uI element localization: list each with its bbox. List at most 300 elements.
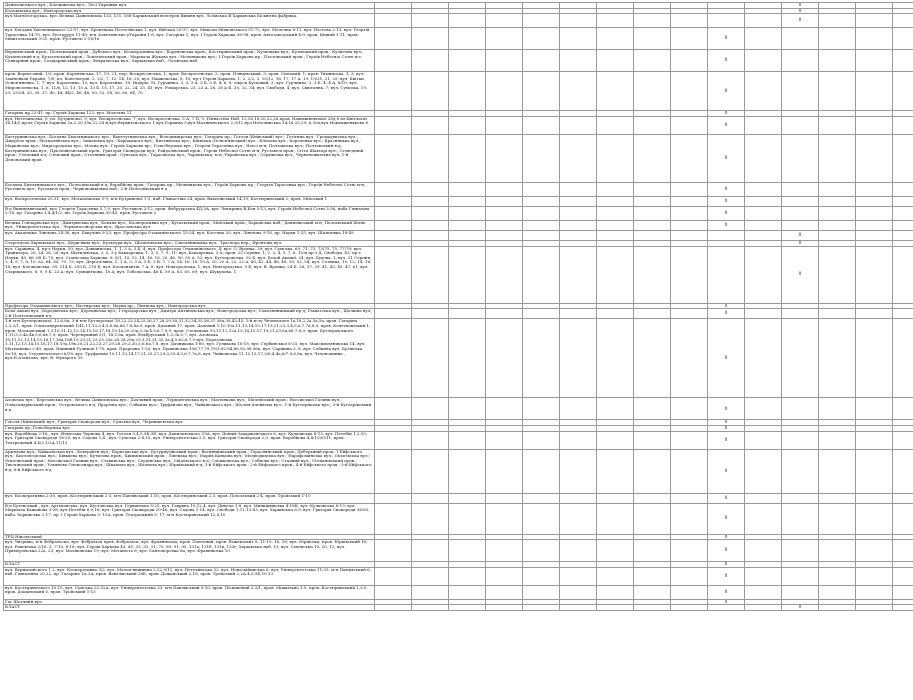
empty-cell bbox=[893, 398, 913, 420]
schedule-mark: X bbox=[708, 303, 745, 309]
empty-cell bbox=[819, 182, 856, 196]
empty-cell bbox=[523, 196, 560, 206]
table-row bbox=[4, 72, 913, 111]
schedule-mark: X bbox=[708, 50, 745, 72]
address-cell: Арктична вул.; Байкальська вул.; Бехерайтн вул.; Борисовська вул.; Бутурнузівський пров.; Васнянківський пров.; Гераснянський пров.; Деберьяній пров.; І Ейфського вул.; Кислоюздська вул.; Ківкцева вул.; Кутилова пров.; Кшимівський пров.; Ліпецька вул.; Маріїв Канцова вул.; Мєдвєдківська вул.; Нарофоминська вул.; Опізгівська вул.; Опізгівський пров.; Ноєсівської Галини вул.; Ставинська вул.; Сердінська вул.; Свідовського в-д; Слєжковська вул.; Собнова вул.; Стадний вул.; Сгепанівський пров.; Тшочівський пров.; Ульянова Олександра вул.; Шкапила вул.; Штанова вул.; Юрківський в-д; 1-й Ейфського пров.; 2-й Ейфського пров.; 4-й Ейфського пров.; 5-й Ейфського в-д; 6-й Ейфського в-д bbox=[4, 449, 375, 493]
empty-cell bbox=[412, 230, 449, 240]
empty-cell bbox=[375, 206, 412, 220]
empty-cell bbox=[745, 14, 782, 28]
empty-cell bbox=[486, 72, 523, 111]
empty-cell bbox=[671, 319, 708, 398]
table-row bbox=[4, 116, 913, 134]
empty-cell bbox=[634, 309, 671, 319]
table-row bbox=[4, 206, 913, 220]
empty-cell bbox=[745, 319, 782, 398]
empty-cell bbox=[856, 309, 893, 319]
schedule-mark: X bbox=[708, 562, 745, 568]
empty-cell bbox=[449, 503, 486, 534]
empty-cell bbox=[560, 116, 597, 134]
address-cell: вул. Вернисийского 1,2, вул. Кооперативна 3/2, вул. Малом'янжинна 2,22,9/11, вул. Нетечинська 32, вул. Новоскійинська 6, вул. Університетська 11,33, м-н Павлівський 6, наб. Гімназійна 20,22, пр. Гагаріна 1А,2А, пров. Вавелівський 28Б, пров. Дощанський 2,18, пров. Тройський 2,2А,4,3,9Б,10,13 bbox=[4, 567, 375, 585]
empty-cell bbox=[486, 503, 523, 534]
empty-cell bbox=[449, 220, 486, 230]
empty-cell bbox=[486, 493, 523, 503]
empty-cell bbox=[819, 206, 856, 220]
empty-cell bbox=[597, 196, 634, 206]
schedule-mark: X bbox=[708, 493, 745, 503]
empty-cell bbox=[856, 116, 893, 134]
address-schedule-table bbox=[3, 2, 913, 611]
address-cell: вул. Воскресенська 29,31, вул. Москалівська 5-9, м-н Бутринової 1-3, наб. Гімнастіна 24, пров. Вавелівський 14,19, Костюринський 2, пров. Мінський 1 bbox=[4, 196, 375, 206]
empty-cell bbox=[486, 398, 523, 420]
empty-cell bbox=[819, 567, 856, 585]
empty-cell bbox=[745, 230, 782, 240]
empty-cell bbox=[634, 72, 671, 111]
address-cell: 1-й м-н Бутлеровської, 12,6,8а; 3-й м-н Бутлерської 18,22,23,24,25,26,27,28,29,30,31,32,34,35,36,37,38а,39,43,45, 1-й м-зу Чеченскоги 1а,18,2,2а,3а,5а, пров. Гагаріна 2,2,2/1, пров. Олександровський 1/41,11,13,3,4,5,6,6а,66,7,8,8а,9, пров. Дальний 17, пров. Дальний 1,10,10а,11,13,14,15,17,19,21,23,3,4,5,6,7,7а,8,9, пров. Кочетковський 1, пров. Московський 1,3,10,11,12,13,14,15,16,17,18,19,1а,20,20а,3,3а,4,5,6,7,8,9, пров. Стельмаха 10,11,12,12а,13,14,15,17,19,21,23,6а,66,7,8,9, пров. Бутлеровського 1,11/3,3,4а,4в,5,6,6в,7,9, пров. Черемушний 3/1, 14,5,8а, пров. Ельбруський 1,3,3а,5,7, вул. Азовська 10,11,12,13,14,15,16,17,18а,18б,19,20,21,23,25,25а,26,28,28а,29,3,31,31,33,3а,4,5,62,6,7,9 вул. Березовська 1,11,12,13,14,15,16,17,18,19а,19в,20,21,22,23,27,29,28,29,3,30,5,6,6а,7,8, вул. Дачникова 1-60, вул. Гуликова 10-18; вул. Гербинської 8-25, вул. Максимілянівська 14, вул. Матюшенко 2-40, пров. Нішиний Гуликов 1-70, пров. Проргина 1-20, вул. Пушкінська 106,77,79,79/1,82,84,86,92,96,96а, вул. Саржина 3, 8, вул. Собкина вул. Бузівська 5а-16, вул. Студентческого 6/18, вул. Труфанова 10,11,13,14,17,21,25,27,29,3,33,4,5,6,7,7а,8, вул. Чайковська 11,12,15,17,3/8,4,4а,6/7,9,6,8а, вул. Чеченскинна , вул.Н.Алєйтова, вул. В. Мухарого 39 bbox=[4, 319, 375, 398]
empty-cell bbox=[782, 116, 819, 134]
empty-cell bbox=[893, 567, 913, 585]
empty-cell bbox=[597, 14, 634, 28]
table-row bbox=[4, 567, 913, 585]
empty-cell bbox=[375, 605, 412, 611]
empty-cell bbox=[782, 319, 819, 398]
address-cell: Староєдела Харківської вул.; Держ'явна вул.; Культури вул.; Шатилівська вул.; Соколянницька вул.; Траслера пер.; Фронтова вул. bbox=[4, 240, 375, 246]
empty-cell bbox=[708, 246, 745, 303]
empty-cell bbox=[449, 72, 486, 111]
empty-cell bbox=[560, 14, 597, 28]
schedule-mark: X bbox=[708, 206, 745, 220]
schedule-mark: X bbox=[782, 14, 819, 28]
empty-cell bbox=[819, 14, 856, 28]
empty-cell bbox=[597, 493, 634, 503]
empty-cell bbox=[634, 182, 671, 196]
empty-cell bbox=[560, 220, 597, 230]
empty-cell bbox=[782, 72, 819, 111]
empty-cell bbox=[671, 309, 708, 319]
empty-cell bbox=[893, 230, 913, 240]
empty-cell bbox=[745, 585, 782, 599]
schedule-mark: X bbox=[708, 309, 745, 319]
empty-cell bbox=[634, 449, 671, 493]
empty-cell bbox=[893, 309, 913, 319]
address-cell: Гаг Шотчинн вул. bbox=[4, 599, 375, 605]
empty-cell bbox=[486, 220, 523, 230]
empty-cell bbox=[819, 503, 856, 534]
empty-cell bbox=[560, 182, 597, 196]
empty-cell bbox=[412, 220, 449, 230]
empty-cell bbox=[597, 449, 634, 493]
empty-cell bbox=[375, 493, 412, 503]
empty-cell bbox=[486, 431, 523, 449]
empty-cell bbox=[782, 309, 819, 319]
empty-cell bbox=[375, 309, 412, 319]
schedule-mark: X bbox=[782, 8, 819, 14]
table-row bbox=[4, 28, 913, 50]
empty-cell bbox=[412, 503, 449, 534]
empty-cell bbox=[560, 246, 597, 303]
empty-cell bbox=[671, 116, 708, 134]
empty-cell bbox=[634, 585, 671, 599]
empty-cell bbox=[486, 206, 523, 220]
empty-cell bbox=[375, 116, 412, 134]
schedule-mark: X bbox=[708, 431, 745, 449]
empty-cell bbox=[486, 309, 523, 319]
empty-cell bbox=[819, 431, 856, 449]
empty-cell bbox=[782, 493, 819, 503]
empty-cell bbox=[523, 206, 560, 220]
empty-cell bbox=[893, 220, 913, 230]
empty-cell bbox=[412, 319, 449, 398]
empty-cell bbox=[449, 319, 486, 398]
empty-cell bbox=[634, 567, 671, 585]
schedule-mark: X bbox=[708, 540, 745, 562]
empty-cell bbox=[782, 206, 819, 220]
empty-cell bbox=[856, 319, 893, 398]
table-row bbox=[4, 503, 913, 534]
table-row bbox=[4, 540, 913, 562]
empty-cell bbox=[597, 116, 634, 134]
empty-cell bbox=[486, 246, 523, 303]
empty-cell bbox=[449, 230, 486, 240]
empty-cell bbox=[597, 134, 634, 182]
empty-cell bbox=[449, 14, 486, 28]
empty-cell bbox=[449, 431, 486, 449]
schedule-mark: X bbox=[782, 605, 819, 611]
empty-cell bbox=[634, 220, 671, 230]
empty-cell bbox=[375, 182, 412, 196]
empty-cell bbox=[819, 28, 856, 50]
empty-cell bbox=[634, 398, 671, 420]
empty-cell bbox=[560, 585, 597, 599]
empty-cell bbox=[893, 493, 913, 503]
empty-cell bbox=[560, 567, 597, 585]
empty-cell bbox=[375, 196, 412, 206]
schedule-mark: X bbox=[782, 230, 819, 240]
empty-cell bbox=[819, 540, 856, 562]
empty-cell bbox=[856, 14, 893, 28]
empty-cell bbox=[893, 182, 913, 196]
empty-cell bbox=[597, 206, 634, 220]
empty-cell bbox=[819, 230, 856, 240]
empty-cell bbox=[634, 431, 671, 449]
empty-cell bbox=[819, 493, 856, 503]
empty-cell bbox=[597, 585, 634, 599]
empty-cell bbox=[597, 309, 634, 319]
empty-cell bbox=[449, 134, 486, 182]
table-body bbox=[4, 3, 913, 611]
empty-cell bbox=[856, 220, 893, 230]
empty-cell bbox=[560, 230, 597, 240]
address-cell: Клочківська вул.; Новгородська вул. bbox=[4, 8, 375, 14]
empty-cell bbox=[523, 309, 560, 319]
address-cell: Велика Гончарівська вул.; Дмитрівська вул.; Ковчна вул.; Кооперативна вул.; Кутаєвський пров.; Мінський пров.; Харківська наб.; Данилівський м-н; Полтавський Шлях вул.; Університетська вул.; Червоносойсрська вул.; Ярославська вул. bbox=[4, 220, 375, 230]
empty-cell bbox=[375, 134, 412, 182]
empty-cell bbox=[560, 431, 597, 449]
empty-cell bbox=[745, 220, 782, 230]
table-row bbox=[4, 493, 913, 503]
schedule-mark: X bbox=[708, 196, 745, 206]
empty-cell bbox=[856, 50, 893, 72]
empty-cell bbox=[634, 14, 671, 28]
empty-cell bbox=[523, 605, 560, 611]
empty-cell bbox=[375, 230, 412, 240]
empty-cell bbox=[745, 196, 782, 206]
empty-cell bbox=[597, 230, 634, 240]
empty-cell bbox=[745, 567, 782, 585]
empty-cell bbox=[597, 72, 634, 111]
schedule-mark: X bbox=[782, 3, 819, 9]
empty-cell bbox=[449, 206, 486, 220]
empty-cell bbox=[523, 116, 560, 134]
schedule-mark: X bbox=[708, 449, 745, 493]
empty-cell bbox=[856, 431, 893, 449]
empty-cell bbox=[523, 220, 560, 230]
schedule-mark: X bbox=[708, 425, 745, 431]
empty-cell bbox=[782, 28, 819, 50]
empty-cell bbox=[449, 585, 486, 599]
empty-cell bbox=[893, 503, 913, 534]
empty-cell bbox=[819, 50, 856, 72]
address-cell: вул. Богдана Хмельницького 23-37, вул. Бронецька Пестелівська 1, вул. Війська 20-37, вул. Миколи Міхновського 51-72, вул. Молочна 6-11, вул. Пестова 2-13, вул. Георгія Тарасенка 14-70, вул. Рустаველі 11-49, м-н Залютинське уУкраїни 1-8, вул. Гагаріна 1, вул. І Героїв Харкова 36-98, пров. Автозаводський 4-9, пров. Кіцний 3-11, пров. Миштольський 3-31, пров. Руставелі 2-18/16 bbox=[4, 28, 375, 50]
empty-cell bbox=[782, 134, 819, 182]
empty-cell bbox=[412, 431, 449, 449]
empty-cell bbox=[412, 605, 449, 611]
empty-cell bbox=[634, 50, 671, 72]
table-row bbox=[4, 246, 913, 303]
empty-cell bbox=[819, 319, 856, 398]
empty-cell bbox=[560, 206, 597, 220]
empty-cell bbox=[486, 134, 523, 182]
schedule-mark: X bbox=[782, 246, 819, 303]
empty-cell bbox=[893, 605, 913, 611]
address-cell: В-д Бутевський , вул. Артековська, вул. Кустовська вул. Гервинська 5-25, вул. Гаврина 10,12,4, вул. Дінієча 1-8, вул. Минкіцвівська 4-18К, вул. Кулковська 8-13, вул. Маршала Бажанова 3-28, вул.Петебін 6,9,16; вул. Григорія Сковороди 20-46, вул. Садова 1-14, вул. Свободи 1,11,13-43, вул. Харківська 6,9, вул. Григорія Сковороди 38-63, наба. Харківська 2-17, пр. І Героїв Харкова 5- 15А, пров. Театральний 5- 17, м-н Костюринський 12,8,10 bbox=[4, 503, 375, 534]
empty-cell bbox=[412, 398, 449, 420]
empty-cell bbox=[856, 206, 893, 220]
empty-cell bbox=[560, 449, 597, 493]
empty-cell bbox=[671, 585, 708, 599]
empty-cell bbox=[745, 134, 782, 182]
table-row bbox=[4, 585, 913, 599]
empty-cell bbox=[486, 230, 523, 240]
empty-cell bbox=[597, 28, 634, 50]
empty-cell bbox=[745, 503, 782, 534]
empty-cell bbox=[634, 246, 671, 303]
empty-cell bbox=[782, 449, 819, 493]
empty-cell bbox=[486, 14, 523, 28]
table-row bbox=[4, 605, 913, 611]
empty-cell bbox=[523, 14, 560, 28]
empty-cell bbox=[708, 230, 745, 240]
empty-cell bbox=[671, 230, 708, 240]
empty-cell bbox=[560, 134, 597, 182]
empty-cell bbox=[597, 246, 634, 303]
empty-cell bbox=[597, 540, 634, 562]
empty-cell bbox=[486, 449, 523, 493]
empty-cell bbox=[856, 196, 893, 206]
address-cell: Гагаріна пр 23-41; пр. Героїв Харкова 122, вул. Молочна 11 bbox=[4, 111, 375, 117]
empty-cell bbox=[375, 585, 412, 599]
empty-cell bbox=[745, 540, 782, 562]
empty-cell bbox=[671, 493, 708, 503]
empty-cell bbox=[893, 14, 913, 28]
empty-cell bbox=[819, 72, 856, 111]
empty-cell bbox=[856, 28, 893, 50]
empty-cell bbox=[523, 493, 560, 503]
empty-cell bbox=[745, 449, 782, 493]
empty-cell bbox=[597, 431, 634, 449]
address-cell: Верхнєвський пров.; Полтавський пров.; Дубового вул.; Кооперативна вул.; Кореневська пров.; Костюринський пров.; Кузнецька вул.; Кузнецький пров.; Кузнечна вул.; Кутаєвський в-д; Кутасевський пров.; Лопатінський пров.; Маршала Жукова вул.; Мельникова вул.; І Героїв Харкова пр.; Пастовський пров.; Героїв Небесної Сотні м-с; Сонкарний пров.; Солідаривський пров.; Февральська вул.; Харківська наб.; Лозівська наб. bbox=[4, 50, 375, 72]
empty-cell bbox=[856, 503, 893, 534]
empty-cell bbox=[893, 449, 913, 493]
empty-cell bbox=[671, 196, 708, 206]
empty-cell bbox=[634, 319, 671, 398]
empty-cell bbox=[634, 230, 671, 240]
table-row bbox=[4, 182, 913, 196]
address-cell: пров. Вернесовий, 1/3; пров. Кореневська, 17, 19, 21; пер. Воскресенська, 1; пров. Воскресенська, 2; пров. Пляцевський, 3; пров. Сінський, 1; пров. Тиминська, 1, 3; вул. Захінейков Україні, 7/8; пл. Конституції, 2, 2/2, 7, 12, 14, 16, 20; вул. Пашкевська, 8, 10; пр-т Героїв Харкова, 1, 2, 2/2, 3, 10/12, 16, 17, 17 А, 19, 19/21, 21, 25; вул. Квітки Основ'яненко, 1, 7; вул. Короленко, 12; вул. Короленко, 18, Нідерм. Лі. Гурчинко, 3, 3, 3 А, 3 Б, 3 Е, 4, 6, 8; сікуск Бусцовий, 3; вул. Гурчинко, 3, 3 Е, 4, 4 А, 8/10; вул. Миронсоеньска, 1, 6, 11/6, 12, 13, 15 А, 13 Б, 15, 17, 20, 22, 24, 25, 41; вул. Рощарська, 23, 23 А, 26, 28 А-Б, 30, 32, 34; вул. Свободи, 4; вул. Сквітанна, 7; вул. Сумська, 19, 23, 23/34, 25, 35, 37, 40, 44, 44/2, 46, 48, 50, 52, 54, 56, 60, 64, 70. bbox=[4, 72, 375, 111]
empty-cell bbox=[412, 567, 449, 585]
empty-cell bbox=[782, 398, 819, 420]
empty-cell bbox=[893, 246, 913, 303]
empty-cell bbox=[893, 116, 913, 134]
table-row bbox=[4, 431, 913, 449]
empty-cell bbox=[449, 182, 486, 196]
empty-cell bbox=[412, 196, 449, 206]
empty-cell bbox=[745, 182, 782, 196]
empty-cell bbox=[523, 503, 560, 534]
address-cell: Богдана Хмельницького вул.; Полтолівський в-д; Воробйова пров.; Гагаріна пр.; Мельникова вул.; Героїв Харкова пр.; Георгія Тарасенка вул.; Героїв Небесної Сотні м-н; Руставелі вул.; Руставелі пров.; Червоношкільна наб.; 2-й Полтолівський в-д bbox=[4, 182, 375, 196]
empty-cell bbox=[782, 196, 819, 206]
empty-cell bbox=[819, 116, 856, 134]
empty-cell bbox=[597, 220, 634, 230]
address-cell: вул. Костюринського 10-15, вул. Сумська 22-32А, вул. Університетська 33, м-н Павлівський 5-10, пров. Піскнвений 2,3/1, пров. Міщкільна 1-5, пров. Костюринський 1,3,5, пров. Дощанський 5, пров. Тройський 1-13 bbox=[4, 585, 375, 599]
empty-cell bbox=[523, 246, 560, 303]
address-cell: вул. Воробйова 2-16,, вул. Ячмєська Чернова 4, вул. Гоголя 3,4,5,9К,9Е, вул. Даниловського 19А, вул. Донців-Захаржевського 6, вул. Кулковська 8-13, вул. Петебін 1,2,10, вул. Григорія Сковороди 18-20, вул. Садова 1,4 , вул. Сумська 2-4,10, вул. Університетська 2,5, вул. Григорія Сковороди 2,5, пров. Воробйова 4,4/1/9/0/11, пров. Театральний 4,4/3,1/2А,11/13 bbox=[4, 431, 375, 449]
address-cell: Багтурнинська вул.; Богдана Хмельницького вул.; Вапетутнинська вул.; Володимирська вул.; Гагаріна пр.; Гоголя (Київський) вул.; Гогігина вул.; Громадянська вул.; Джерело пров.; Москалинська вул.; Заїковська вул.; Каріацького вул.; Кизтинська вул.; Київська (Основ'янський) вул.; Клопова вул.; Короленка вул.; Красняцька вул.; Марківська вул.; Миргородська вул.; Мочна вул.; Героїв Харкова пр.; Гольсберзька вул.; Георгія Тарасенка вул.; Ноєсі м-н; Полтавська вул.; Полтавський в-д; Катерининська вул.; Пріоллівезиський пров.; Григорія Сковороди вул.; Райдолівський пров.; Героїв Небесної Сотні м-н; Руставелі пров.; Сітта Шахтарі вул.; Сгеведнній пров.; Степовий в-д; Степовий пров.; Стеляний пров.; Сумська вул.; Тарасівська вул.; Чаріхівська; м-н; Українська вул.; Серхівська вул.; Червоношкільна вул.;1-й Деповський пров. bbox=[4, 134, 375, 182]
schedule-mark: X bbox=[708, 585, 745, 599]
empty-cell bbox=[375, 246, 412, 303]
empty-cell bbox=[560, 319, 597, 398]
empty-cell bbox=[671, 206, 708, 220]
empty-cell bbox=[782, 540, 819, 562]
empty-cell bbox=[449, 196, 486, 206]
empty-cell bbox=[671, 220, 708, 230]
empty-cell bbox=[745, 246, 782, 303]
address-cell: Даниловського вул.; Клочківська вул.; Лесі Українки вул. bbox=[4, 3, 375, 9]
empty-cell bbox=[856, 182, 893, 196]
schedule-mark: X bbox=[782, 240, 819, 246]
empty-cell bbox=[523, 585, 560, 599]
empty-cell bbox=[486, 196, 523, 206]
empty-cell bbox=[856, 605, 893, 611]
empty-cell bbox=[671, 50, 708, 72]
address-cell: вул. Академіка Лінгвова 24-38, вул. Бакуліна 9-23, вул. Професора Отаманівського 15-34, вул. Косечна 20, вул. Лінгвова 9-18, пр. Науки 1-25, вул. Шатилівка 18-49 bbox=[4, 230, 375, 240]
empty-cell bbox=[856, 230, 893, 240]
empty-cell bbox=[486, 28, 523, 50]
table-row bbox=[4, 220, 913, 230]
empty-cell bbox=[745, 398, 782, 420]
empty-cell bbox=[671, 72, 708, 111]
empty-cell bbox=[560, 309, 597, 319]
empty-cell bbox=[745, 72, 782, 111]
empty-cell bbox=[671, 246, 708, 303]
empty-cell bbox=[856, 449, 893, 493]
empty-cell bbox=[634, 503, 671, 534]
empty-cell bbox=[412, 50, 449, 72]
empty-cell bbox=[634, 196, 671, 206]
empty-cell bbox=[486, 182, 523, 196]
empty-cell bbox=[856, 134, 893, 182]
empty-cell bbox=[486, 567, 523, 585]
empty-cell bbox=[671, 398, 708, 420]
empty-cell bbox=[893, 540, 913, 562]
empty-cell bbox=[412, 28, 449, 50]
empty-cell bbox=[412, 72, 449, 111]
empty-cell bbox=[523, 230, 560, 240]
empty-cell bbox=[375, 398, 412, 420]
empty-cell bbox=[412, 14, 449, 28]
empty-cell bbox=[893, 50, 913, 72]
table-row bbox=[4, 319, 913, 398]
empty-cell bbox=[819, 398, 856, 420]
empty-cell bbox=[745, 493, 782, 503]
schedule-mark: X bbox=[708, 599, 745, 605]
empty-cell bbox=[745, 28, 782, 50]
schedule-mark: X bbox=[708, 28, 745, 50]
empty-cell bbox=[671, 567, 708, 585]
empty-cell bbox=[375, 72, 412, 111]
address-cell: вул. Чигрина; м-н Фебральска; вул. Фебрільск пров. Фебральск; вул. Фраянівська; пров. Понтоний; пров. Ражевськйт 8, 11-19, 16, 18; вул. Юрівська; пров. Юрківський 10; вул. Ракевська 2/16, 3, 7-15, 8-18; вул. Героїв Харкова 43, 45, 33, 31, 51, 75, 89, 91, 95, 131а, 131б, 131в, 133г; Харківська наб. 13; вул. Севенська 10, 20, 12; вул. Примерзівська 22а, 23; вул. Маліновська 19; вул. Метанієта 6; вул. Сантопорська 6а; вул. Фраянівська 10 bbox=[4, 540, 375, 562]
empty-cell bbox=[671, 540, 708, 562]
empty-cell bbox=[412, 116, 449, 134]
empty-cell bbox=[782, 431, 819, 449]
empty-cell bbox=[412, 540, 449, 562]
empty-cell bbox=[449, 605, 486, 611]
empty-cell bbox=[560, 28, 597, 50]
empty-cell bbox=[449, 28, 486, 50]
empty-cell bbox=[449, 398, 486, 420]
table-row bbox=[4, 14, 913, 28]
empty-cell bbox=[486, 585, 523, 599]
table-row bbox=[4, 50, 913, 72]
empty-cell bbox=[671, 503, 708, 534]
empty-cell bbox=[893, 585, 913, 599]
table-row bbox=[4, 196, 913, 206]
empty-cell bbox=[745, 605, 782, 611]
empty-cell bbox=[856, 585, 893, 599]
empty-cell bbox=[560, 540, 597, 562]
table-row bbox=[4, 398, 913, 420]
empty-cell bbox=[375, 28, 412, 50]
empty-cell bbox=[560, 196, 597, 206]
empty-cell bbox=[523, 134, 560, 182]
schedule-mark: X bbox=[708, 134, 745, 182]
empty-cell bbox=[523, 449, 560, 493]
address-cell: Професора Отаманівського вул.; Пастирська вул.; Науки пр.; Лінгвова вул.; Новгородська вул. bbox=[4, 303, 375, 309]
schedule-mark: X bbox=[708, 420, 745, 426]
table-row bbox=[4, 230, 913, 240]
empty-cell bbox=[893, 28, 913, 50]
empty-cell bbox=[745, 50, 782, 72]
empty-cell bbox=[412, 493, 449, 503]
empty-cell bbox=[634, 116, 671, 134]
empty-cell bbox=[375, 567, 412, 585]
empty-cell bbox=[375, 431, 412, 449]
empty-cell bbox=[782, 567, 819, 585]
address-cell: вул. Саржина, 4; пр-т Науки, 50; вул. Довшинська, 1, 1, 3 А, 3 Б, 4; вул. Професора Отаманівського, 4; вул. О. Вронка, 39; вул. Сумська, 69, 71, 73, 73/75, 75, 77/79; вул. Тринклера, 20, 24, 26, 28; вул. Шатилівська, 3, 3, 3-у Бакааргика, 1, 3, 5, 7, 9, 11; вул. Бакааргика, 3 А; пров. 23 Серпня, 1, 2, 3, 4, 5, 7, 8, 10-й пр-т Д. Свободи, 43; пр-т Науки, 40, 66, 68 Б, 70; вул. Станіслава Харкова, 8, 8/1, 10, 12, 14, 16, 18, 20, 46, 50, 50 А, 52; вул. Бутлеровська, 92 Б; вул. Белой Акашії, 24; вул. Бухова, 1; вул. 21 Серпня, 3, 4, 5, 7, 8, 10, 62, 64, 65, 70, 73; вул. Дергач'явна, 1, 1 А, 3, 3 А, 3 Б, 3 В, 7, 7 А, 14, 16, 18, 19 А, 20, 20 А, 22, 22 А, 40, 42, 44, 46, 48, 50, 52, 54; вул. Сотника, 10, 12, 14, 16, 18; вул. Клочковська, 99, 114 Б, 259 Б, 276 Б; вул. Космонавтів, 7 А, 8; вул. Новгородська, 1; вул. Новгородська, 9 Б; вул. Я. Вронка, 24 Б, 26, 37, 39, 41, 43, 45, 47, 61; вул. Старицького, 8, 9, 9 Б, 23 А; вул. Сумщиткова, 18 А; вул. Тобольська, 46 Б, 59 А, 63, 65, 69; вул. Шукупова, 1 bbox=[4, 246, 375, 303]
empty-cell bbox=[819, 196, 856, 206]
table-row bbox=[4, 449, 913, 493]
empty-cell bbox=[893, 431, 913, 449]
empty-cell bbox=[597, 398, 634, 420]
